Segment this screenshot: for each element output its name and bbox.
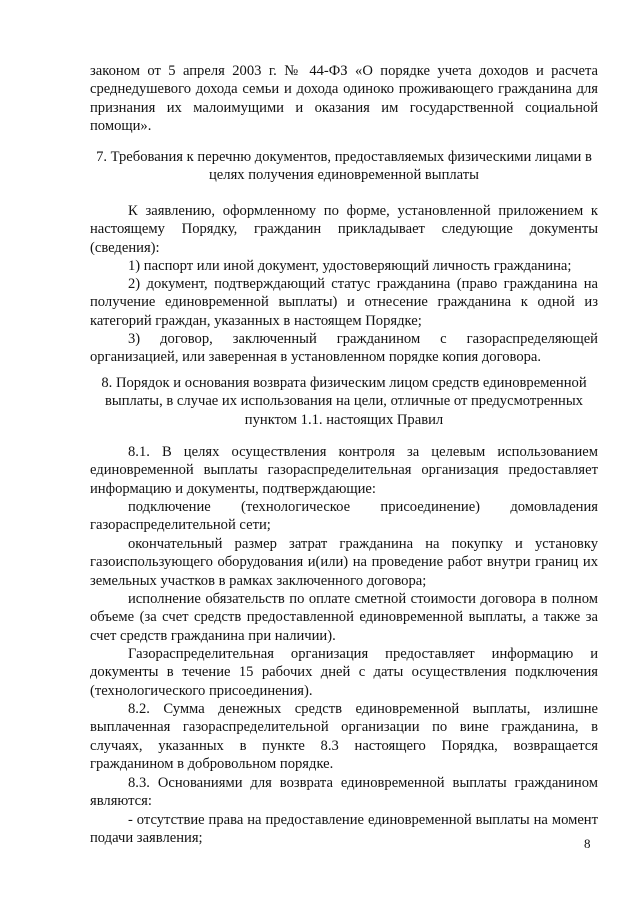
page-number: 8 bbox=[584, 836, 591, 851]
section-7-item-1: 1) паспорт или иной документ, удостоверяющий личность гражданина; bbox=[128, 258, 572, 274]
section-7-item-2: 2) документ, подтверждающий статус гражданина (право гражданина на получение единовременной выплаты) и отнесение гражданина к одной из категорий граждан, указанных в настоящем Порядке; bbox=[90, 276, 598, 329]
paragraph-8-1: 8.1. В целях осуществления контроля за целевым использованием единовременной выплаты газораспределительная организация предоставляет информацию и документы, подтверждающие: bbox=[90, 444, 598, 497]
paragraph-8-3: 8.3. Основаниями для возврата единовременной выплаты гражданином являются: bbox=[90, 775, 598, 810]
section-8-heading: 8. Порядок и основания возврата физическим лицом средств единовременной выплаты, в случае их использования на цели, отличные от предусмотренных пунктом 1.1. настоящих Правил bbox=[101, 375, 587, 428]
paragraph-8-3-item-1: - отсутствие права на предоставление единовременной выплаты на момент подачи заявления; bbox=[90, 812, 598, 847]
paragraph-8-1-item-1: подключение (технологическое присоединение) домовладения газораспределительной сети; bbox=[90, 499, 598, 534]
paragraph-8-1-item-2: окончательный размер затрат гражданина на покупку и установку газоиспользующего оборудования и(или) на проведение работ внутри границ их земельных участков в рамках заключенного договора; bbox=[90, 536, 598, 589]
section-7-heading: 7. Требования к перечню документов, предоставляемых физическими лицами в целях получения единовременной выплаты bbox=[96, 149, 592, 184]
intro-paragraph: законом от 5 апреля 2003 г. № 44-ФЗ «О порядке учета доходов и расчета среднедушевого дохода семьи и дохода одиноко проживающего гражданина для признания их малоимущими и оказания им государственной социальной помощи». bbox=[90, 63, 598, 135]
section-7-item-3: 3) договор, заключенный гражданином с газораспределяющей организацией, или заверенная в установленном порядке копия договора. bbox=[90, 331, 598, 366]
paragraph-8-1-term: Газораспределительная организация предоставляет информацию и документы в течение 15 рабочих дней с даты осуществления подключения (технологического присоединения). bbox=[90, 646, 598, 699]
section-7-lead: К заявлению, оформленному по форме, установленной приложением к настоящему Порядку, гражданин прикладывает следующие документы (сведения): bbox=[90, 203, 598, 256]
paragraph-8-1-item-3: исполнение обязательств по оплате сметной стоимости договора в полном объеме (за счет средств предоставленной единовременной выплаты, а также за счет средств гражданина при наличии). bbox=[90, 591, 598, 644]
paragraph-8-2: 8.2. Сумма денежных средств единовременной выплаты, излишне выплаченная газораспределительной организации по вине гражданина, в случаях, указанных в пункте 8.3 настоящего Порядка, возвращается гражданином в добровольном порядке. bbox=[90, 701, 598, 773]
